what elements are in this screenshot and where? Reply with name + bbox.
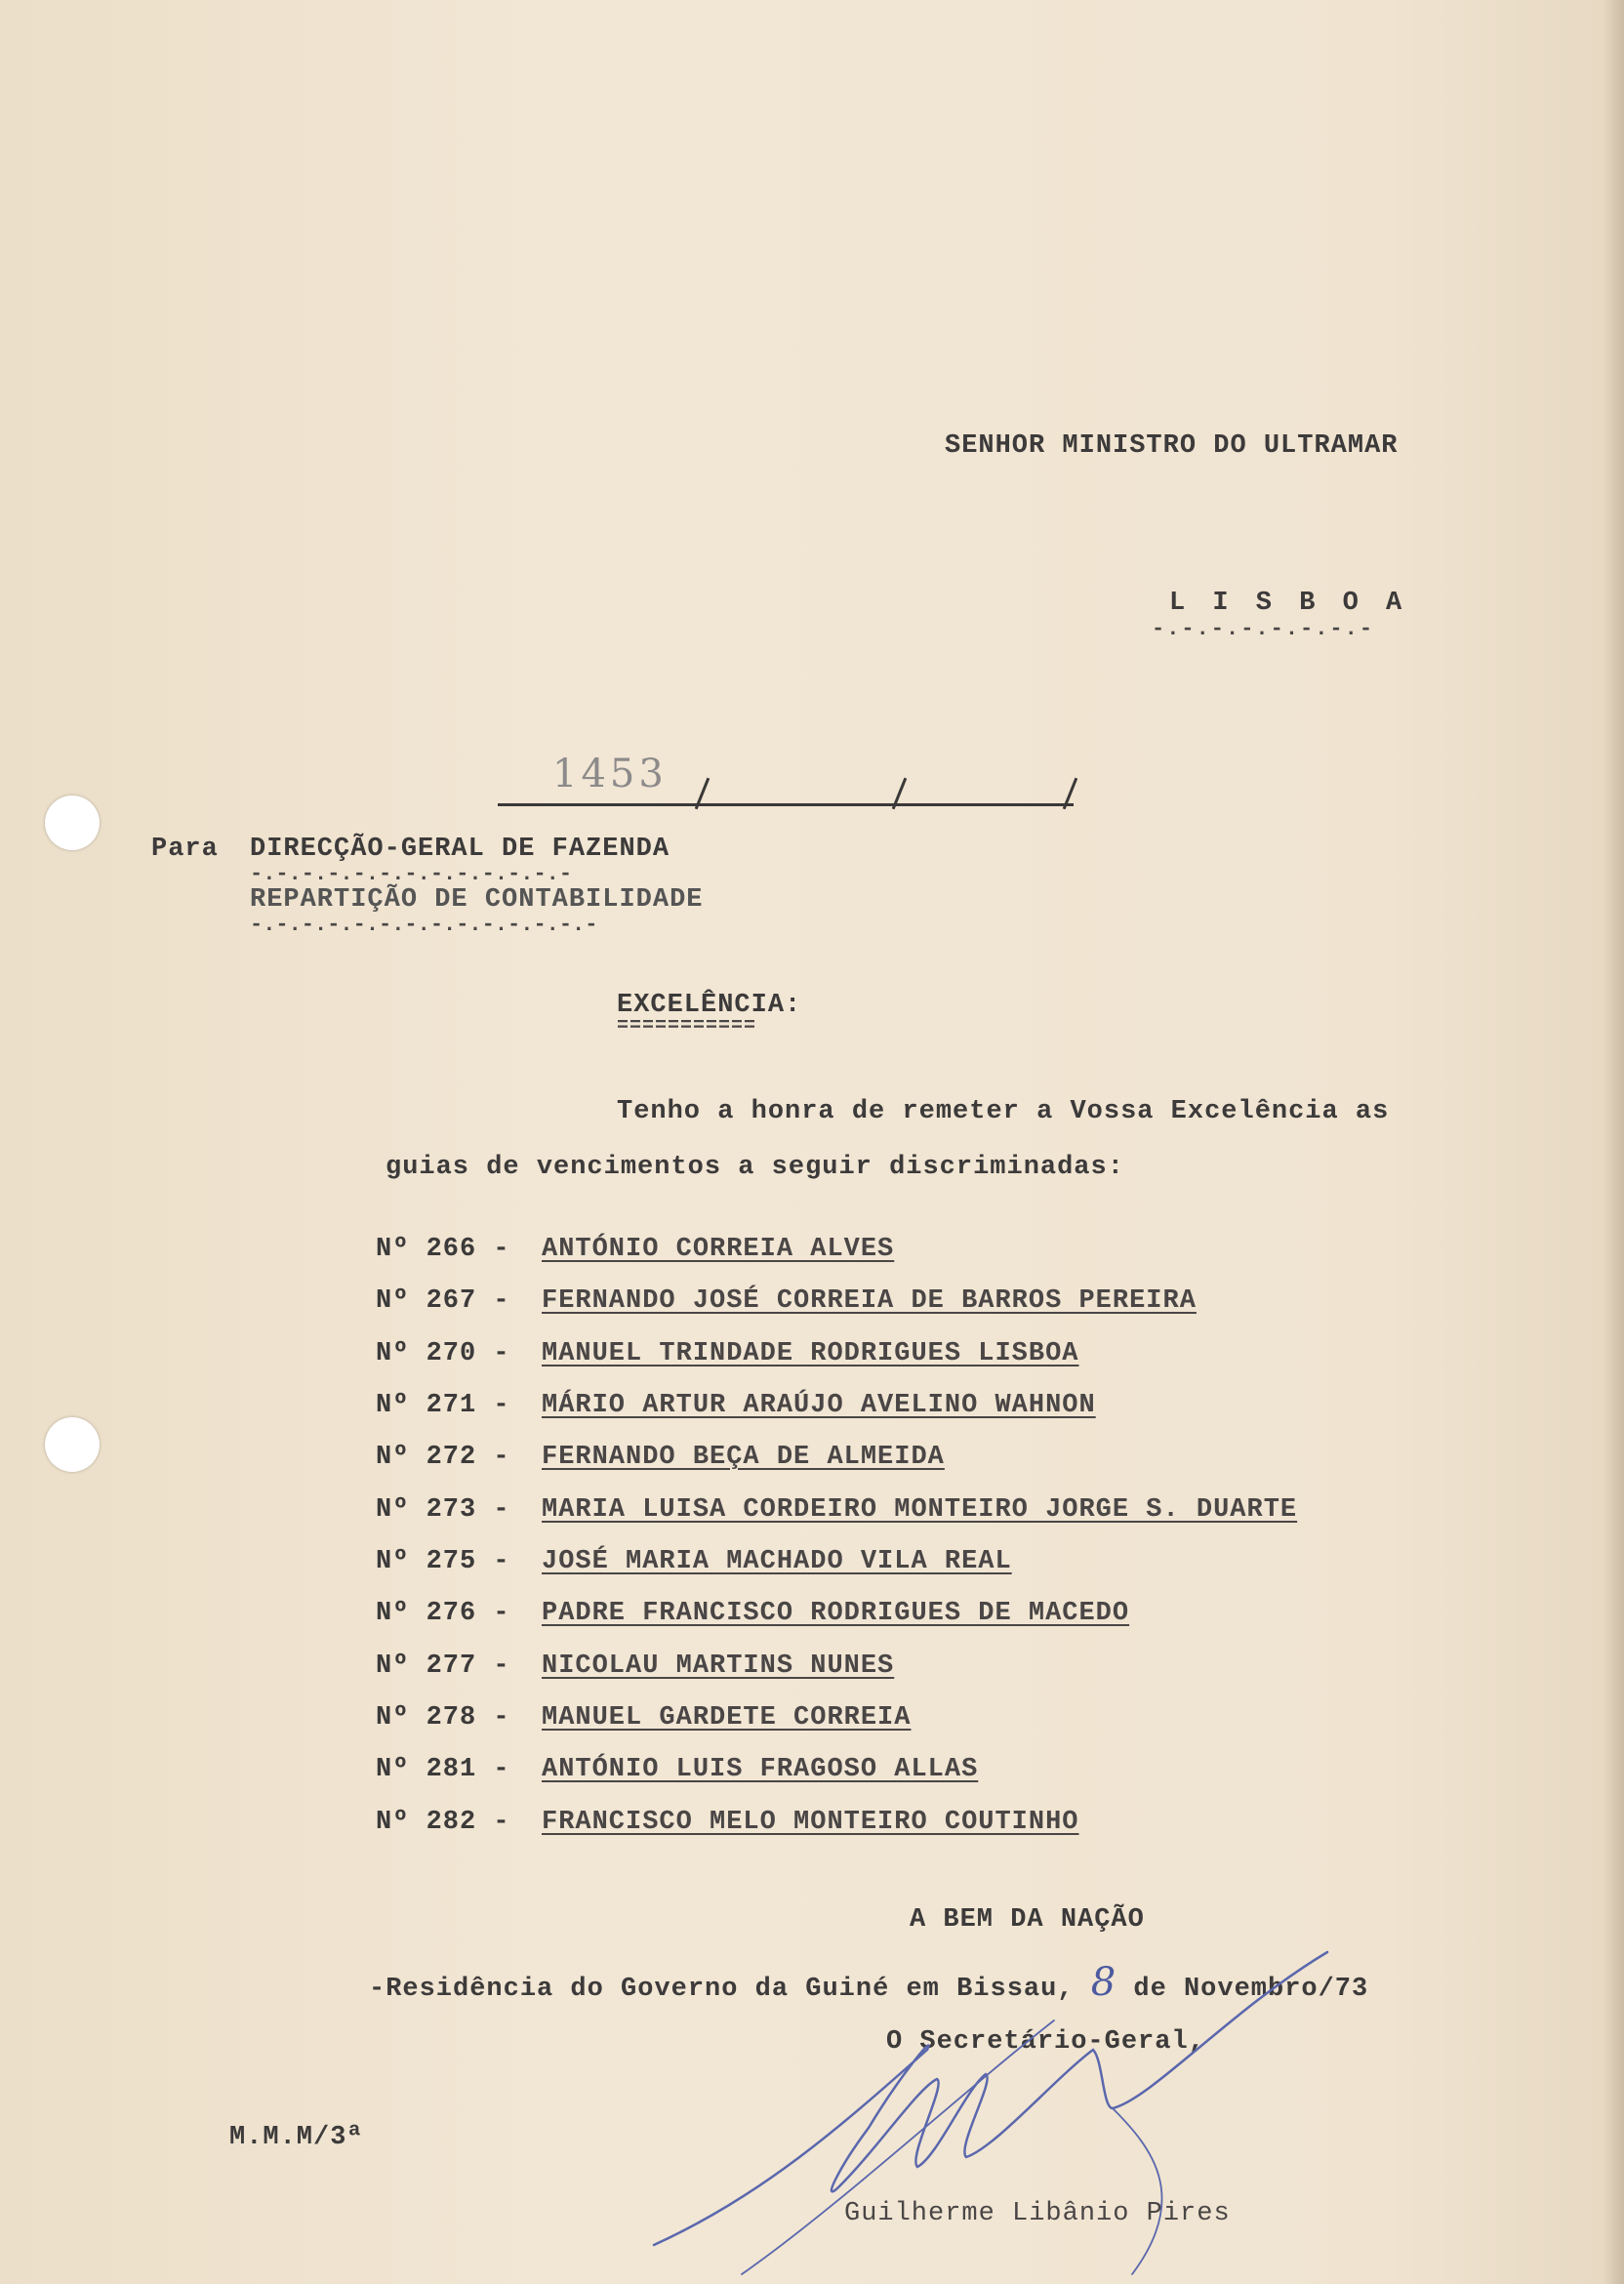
body-line-2: guias de vencimentos a seguir discriminadas:: [386, 1153, 1124, 1182]
motto: A BEM DA NAÇÃO: [910, 1905, 1145, 1935]
signatory-name: Guilherme Libânio Pires: [844, 2199, 1231, 2228]
list-item: Nº 266 - ANTÓNIO CORREIA ALVES: [376, 1235, 895, 1264]
list-item: Nº 267 - FERNANDO JOSÉ CORREIA DE BARROS PEREIRA: [376, 1286, 1197, 1316]
reference-number: 1453: [552, 752, 668, 796]
punch-hole-top: [45, 795, 100, 850]
list-item: Nº 278 - MANUEL GARDETE CORREIA: [376, 1703, 912, 1733]
city: L I S B O A: [1169, 589, 1408, 618]
reference-code: M.M.M/3ª: [229, 2123, 364, 2152]
punch-hole-bottom: [45, 1417, 100, 1472]
signer-role: O Secretário-Geral,: [886, 2027, 1205, 2057]
section: REPARTIÇÃO DE CONTABILIDADE: [250, 885, 704, 915]
list-item: Nº 272 - FERNANDO BEÇA DE ALMEIDA: [376, 1443, 945, 1472]
list-item: Nº 276 - PADRE FRANCISCO RODRIGUES DE MACEDO: [376, 1599, 1130, 1628]
list-item: Nº 281 - ANTÓNIO LUIS FRAGOSO ALLAS: [376, 1755, 979, 1784]
para-label: Para: [151, 835, 219, 864]
salutation-double-rule: ===========: [617, 1015, 757, 1038]
addressee: SENHOR MINISTRO DO ULTRAMAR: [945, 431, 1399, 461]
list-item: Nº 275 - JOSÉ MARIA MACHADO VILA REAL: [376, 1547, 1012, 1576]
department-underline: -.-.-.-.-.-.-.-.-.-.-.-.-: [250, 862, 573, 886]
body-line-1: Tenho a honra de remeter a Vossa Excelência as: [617, 1097, 1390, 1126]
handwritten-day: 8: [1090, 1960, 1117, 2005]
section-underline: -.-.-.-.-.-.-.-.-.-.-.-.-.-: [250, 913, 598, 937]
place-line: -Residência do Governo da Guiné em Bissau, 8 de Novembro/73: [369, 1960, 1369, 2005]
list-item: Nº 282 - FRANCISCO MELO MONTEIRO COUTINHO: [376, 1808, 1079, 1837]
city-underline: -.-.-.-.-.-.-.-: [1152, 617, 1375, 641]
reference-rule: [498, 803, 1074, 806]
list-item: Nº 270 - MANUEL TRINDADE RODRIGUES LISBOA: [376, 1339, 1079, 1368]
department: DIRECÇÃO-GERAL DE FAZENDA: [250, 835, 670, 864]
list-item: Nº 277 - NICOLAU MARTINS NUNES: [376, 1652, 895, 1681]
signature-scribble: [644, 1913, 1347, 2284]
page-edge-shadow: [1603, 0, 1624, 2284]
list-item: Nº 273 - MARIA LUISA CORDEIRO MONTEIRO JORGE S. DUARTE: [376, 1495, 1298, 1525]
list-item: Nº 271 - MÁRIO ARTUR ARAÚJO AVELINO WAHNON: [376, 1391, 1096, 1420]
salutation: EXCELÊNCIA:: [617, 991, 802, 1020]
